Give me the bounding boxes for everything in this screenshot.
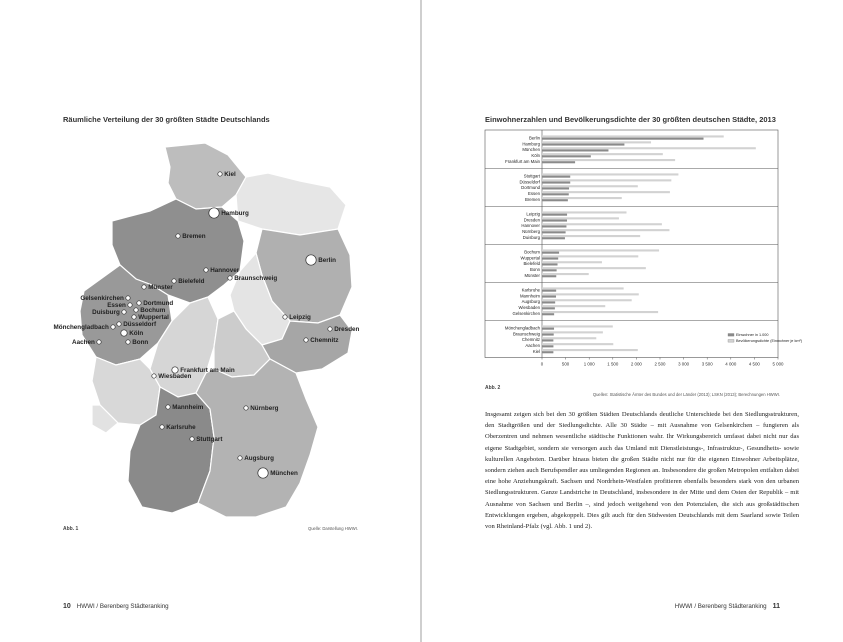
city-label-duisburg: Duisburg bbox=[92, 309, 120, 317]
bar-population-hamburg bbox=[542, 144, 624, 146]
row-label-berlin: Berlin bbox=[529, 135, 540, 141]
bar-density-dortmund bbox=[542, 185, 638, 187]
city-label-muenchen: München bbox=[270, 470, 298, 478]
row-label-koeln: Köln bbox=[531, 153, 540, 159]
city-marker-leipzig bbox=[283, 315, 287, 319]
city-marker-bremen bbox=[176, 234, 180, 238]
city-label-muenster: Münster bbox=[148, 284, 173, 292]
city-marker-wuppertal bbox=[132, 315, 136, 319]
city-label-essen: Essen bbox=[107, 302, 126, 310]
bar-population-karlsruhe bbox=[542, 290, 556, 292]
bar-population-wiesbaden bbox=[542, 307, 555, 309]
row-label-leipzig: Leipzig bbox=[526, 211, 540, 217]
x-tick-label: 3 000 bbox=[678, 361, 690, 367]
x-tick-label: 2 000 bbox=[630, 361, 642, 367]
bar-density-duisburg bbox=[542, 235, 640, 237]
bar-density-chemnitz bbox=[542, 337, 596, 339]
bar-population-mannheim bbox=[542, 296, 556, 298]
city-marker-bochum bbox=[134, 308, 138, 312]
map-source: Quelle: Darstellung HWWI. bbox=[307, 526, 358, 531]
bar-population-bremen bbox=[542, 199, 568, 201]
bar-density-bielefeld bbox=[542, 261, 602, 263]
city-marker-kiel bbox=[218, 172, 222, 176]
row-label-gelsenkirchen: Gelsenkirchen bbox=[512, 311, 540, 316]
city-label-bochum: Bochum bbox=[140, 307, 166, 315]
bar-population-dresden bbox=[542, 220, 567, 222]
map-figure-number: Abb. 1 bbox=[63, 526, 79, 532]
city-label-dresden: Dresden bbox=[334, 326, 360, 334]
bar-population-augsburg bbox=[542, 301, 555, 303]
bar-population-bielefeld bbox=[542, 263, 558, 265]
row-label-chemnitz: Chemnitz bbox=[521, 337, 540, 343]
bar-population-gelsenkirchen bbox=[542, 313, 554, 315]
city-label-moenchengladbach: Mönchengladbach bbox=[53, 324, 109, 332]
city-label-bonn: Bonn bbox=[132, 339, 149, 347]
chart-source: Quellen: Statistische Ämter des Bundes und der Länder (2013); LSKN (2013); Berechnungen HWWI. bbox=[592, 392, 780, 397]
row-label-dresden: Dresden bbox=[523, 217, 540, 223]
city-label-karlsruhe: Karlsruhe bbox=[166, 424, 196, 432]
row-label-dortmund: Dortmund bbox=[521, 185, 540, 191]
bar-density-nuernberg bbox=[542, 229, 669, 231]
city-marker-koeln bbox=[121, 330, 127, 336]
city-marker-berlin bbox=[306, 255, 316, 265]
left-footer bbox=[63, 603, 169, 610]
bar-density-stuttgart bbox=[542, 173, 678, 175]
x-tick-label: 4 000 bbox=[725, 361, 737, 367]
row-label-hamburg: Hamburg bbox=[522, 141, 540, 147]
row-label-duesseldorf: Düsseldorf bbox=[519, 179, 540, 185]
city-marker-augsburg bbox=[238, 456, 242, 460]
x-tick-label: 4 500 bbox=[748, 361, 760, 367]
row-label-aachen: Aachen bbox=[525, 343, 540, 349]
bar-density-moenchengladbach bbox=[542, 325, 613, 327]
bar-population-wuppertal bbox=[542, 258, 558, 260]
bar-density-bonn bbox=[542, 267, 646, 269]
x-tick-label: 500 bbox=[561, 361, 570, 367]
city-label-hamburg: Hamburg bbox=[221, 210, 249, 218]
bar-population-duisburg bbox=[542, 237, 565, 239]
bar-density-wuppertal bbox=[542, 255, 638, 257]
bar-population-duesseldorf bbox=[542, 182, 570, 184]
bar-density-braunschweig bbox=[542, 331, 603, 333]
bar-density-wiesbaden bbox=[542, 305, 605, 307]
city-label-augsburg: Augsburg bbox=[244, 455, 274, 463]
city-label-bremen: Bremen bbox=[182, 233, 206, 241]
bar-density-mannheim bbox=[542, 293, 639, 295]
x-tick-label: 3 500 bbox=[701, 361, 713, 367]
chart-figure-number: Abb. 2 bbox=[485, 385, 501, 391]
city-marker-gelsenkirchen bbox=[126, 296, 130, 300]
row-label-augsburg: Augsburg bbox=[521, 299, 540, 305]
city-label-stuttgart: Stuttgart bbox=[196, 436, 223, 444]
city-marker-dortmund bbox=[137, 301, 141, 305]
bar-density-kiel bbox=[542, 349, 638, 351]
left-page bbox=[0, 0, 421, 642]
bar-population-leipzig bbox=[542, 214, 567, 216]
city-marker-chemnitz bbox=[304, 338, 308, 342]
map-figure-title: Räumliche Verteilung der 30 größten Städte Deutschlands bbox=[63, 115, 270, 124]
bar-population-hannover bbox=[542, 225, 566, 227]
bar-population-muenchen bbox=[542, 149, 608, 151]
city-marker-duisburg bbox=[122, 310, 126, 314]
bar-population-chemnitz bbox=[542, 339, 553, 341]
city-label-wuppertal: Wuppertal bbox=[138, 314, 169, 322]
population-bar-chart bbox=[422, 128, 843, 398]
row-label-mannheim: Mannheim bbox=[519, 293, 540, 299]
city-label-frankfurt-am-main: Frankfurt am Main bbox=[180, 367, 235, 375]
row-label-muenster: Münster bbox=[524, 273, 540, 278]
bar-population-bochum bbox=[542, 252, 559, 254]
right-page-number: 11 bbox=[772, 603, 780, 610]
bar-population-stuttgart bbox=[542, 176, 570, 178]
city-label-dortmund: Dortmund bbox=[143, 300, 174, 308]
row-label-bonn: Bonn bbox=[529, 267, 540, 273]
left-page-number: 10 bbox=[63, 603, 71, 610]
city-label-berlin: Berlin bbox=[318, 257, 337, 265]
bar-population-muenster bbox=[542, 275, 556, 277]
city-label-aachen: Aachen bbox=[72, 339, 95, 347]
row-label-bielefeld: Bielefeld bbox=[523, 261, 540, 267]
left-footer-text: HWWI / Berenberg Städteranking bbox=[76, 603, 169, 610]
city-label-gelsenkirchen: Gelsenkirchen bbox=[80, 295, 124, 303]
bar-density-augsburg bbox=[542, 299, 632, 301]
city-marker-braunschweig bbox=[228, 276, 232, 280]
legend-swatch-2 bbox=[728, 340, 734, 343]
row-label-frankfurt-am-main: Frankfurt am Main bbox=[505, 159, 540, 164]
bar-density-hannover bbox=[542, 223, 662, 225]
bar-population-kiel bbox=[542, 351, 553, 353]
bar-density-frankfurt-am-main bbox=[542, 159, 675, 161]
bar-density-koeln bbox=[542, 153, 663, 155]
city-marker-stuttgart bbox=[190, 437, 194, 441]
city-label-braunschweig: Braunschweig bbox=[234, 275, 278, 283]
city-marker-aachen bbox=[97, 340, 101, 344]
bar-population-bonn bbox=[542, 269, 557, 271]
city-marker-essen bbox=[128, 303, 132, 307]
bar-density-bochum bbox=[542, 249, 659, 251]
row-label-stuttgart: Stuttgart bbox=[523, 173, 540, 179]
city-label-duesseldorf: Düsseldorf bbox=[123, 321, 157, 329]
bar-population-nuernberg bbox=[542, 231, 566, 233]
body-paragraph bbox=[485, 409, 799, 532]
city-marker-mannheim bbox=[166, 405, 170, 409]
row-label-braunschweig: Braunschweig bbox=[513, 331, 540, 337]
city-label-wiesbaden: Wiesbaden bbox=[158, 373, 192, 381]
x-tick-label: 2 500 bbox=[654, 361, 666, 367]
city-marker-bielefeld bbox=[172, 279, 176, 283]
city-label-bielefeld: Bielefeld bbox=[178, 278, 205, 286]
city-label-koeln: Köln bbox=[129, 330, 144, 338]
bar-population-berlin bbox=[542, 138, 704, 140]
city-marker-duesseldorf bbox=[117, 322, 121, 326]
bar-density-essen bbox=[542, 191, 670, 193]
city-marker-hannover bbox=[204, 268, 208, 272]
city-marker-muenster bbox=[142, 285, 146, 289]
bar-population-frankfurt-am-main bbox=[542, 161, 575, 163]
row-label-moenchengladbach: Mönchengladbach bbox=[504, 325, 540, 331]
bar-density-leipzig bbox=[542, 211, 626, 213]
x-tick-label: 5 000 bbox=[772, 361, 784, 367]
bar-density-muenster bbox=[542, 273, 589, 275]
right-page bbox=[422, 0, 843, 642]
row-label-nuernberg: Nürnberg bbox=[522, 229, 540, 235]
bar-population-koeln bbox=[542, 155, 591, 157]
row-label-essen: Essen bbox=[528, 191, 540, 197]
chart-frame bbox=[485, 130, 778, 358]
legend-swatch-1 bbox=[728, 334, 734, 337]
city-label-nuernberg: Nürnberg bbox=[250, 405, 279, 413]
bar-density-duesseldorf bbox=[542, 179, 671, 181]
bar-density-hamburg bbox=[542, 141, 651, 143]
row-label-wuppertal: Wuppertal bbox=[520, 255, 540, 261]
bar-density-dresden bbox=[542, 217, 619, 219]
bar-population-aachen bbox=[542, 345, 553, 347]
row-label-duisburg: Duisburg bbox=[522, 235, 540, 240]
city-marker-hamburg bbox=[209, 208, 219, 218]
city-marker-muenchen bbox=[258, 468, 268, 478]
bar-population-moenchengladbach bbox=[542, 328, 554, 330]
row-label-hannover: Hannover bbox=[521, 223, 540, 229]
city-marker-nuernberg bbox=[244, 406, 248, 410]
row-label-bochum: Bochum bbox=[524, 249, 540, 255]
bar-density-berlin bbox=[542, 135, 724, 137]
bar-density-karlsruhe bbox=[542, 287, 624, 289]
bar-population-essen bbox=[542, 193, 569, 195]
x-tick-label: 1 000 bbox=[583, 361, 595, 367]
city-label-chemnitz: Chemnitz bbox=[310, 337, 339, 345]
region-mecklenburg bbox=[236, 173, 346, 235]
city-marker-bonn bbox=[126, 340, 130, 344]
legend-label-1: Einwohner in 1.000 bbox=[736, 333, 769, 338]
map-regions bbox=[80, 143, 352, 517]
row-label-bremen: Bremen bbox=[524, 197, 540, 202]
row-label-wiesbaden: Wiesbaden bbox=[518, 305, 540, 311]
city-label-hannover: Hannover bbox=[210, 267, 240, 275]
bar-density-bremen bbox=[542, 197, 622, 199]
city-label-kiel: Kiel bbox=[224, 171, 236, 179]
city-label-mannheim: Mannheim bbox=[172, 404, 204, 412]
city-marker-karlsruhe bbox=[160, 425, 164, 429]
bar-density-gelsenkirchen bbox=[542, 311, 658, 313]
bar-density-muenchen bbox=[542, 147, 756, 149]
legend-label-2: Bevölkerungsdichte (Einwohner je km²) bbox=[736, 339, 803, 344]
city-marker-moenchengladbach bbox=[111, 325, 115, 329]
x-tick-label: 1 500 bbox=[607, 361, 619, 367]
paragraph-text: Insgesamt zeigen sich bei den 30 größten Städten Deutschlands deutliche Unterschiede bei den Siedlungsstrukturen, den Stadtgrößen und der Siedlungsdichte. Alle 30 Städte – mit Ausnahme von Gelsenkirchen – fungieren als Oberzentren und nehmen wesentliche städtische Funktionen wahr. Ihr Wirkungsbereich umfasst dabei nicht nur das eigene Stadtgebiet, sondern sie versorgen auch das Umland mit Dienstleistungs-, Infrastruktur-, Gesundheits- sowie kulturellen Angeboten. Darüber hinaus bieten die großen Städte nicht nur für die eigenen Einwohner Arbeitsplätze, sondern ziehen auch Berufspendler aus umliegenden Regionen an. Insbesondere die großen Metropolen entfalten dabei eine hohe Anziehungskraft. Sachsen und Nordrhein-Westfalen profitieren ebenfalls besonders stark von den urbanen Siedlungsstrukturen. Ganze Landstriche in Deutschland, insbesondere in der Mitte und dem Osten der Republik – mit Ausnahme von Sachsen und Berlin –, sind jedoch weitgehend von den Potenzialen, die sich aus großstädtischen Entwicklungen ergeben, abgekoppelt. Dies gilt auch für den Südwesten Deutschlands mit dem Saarland sowie Teilen von Rheinland-Pfalz (vgl. Abb. 1 und 2). bbox=[485, 411, 799, 531]
row-label-karlsruhe: Karlsruhe bbox=[521, 287, 540, 293]
city-marker-wiesbaden bbox=[152, 374, 156, 378]
germany-map bbox=[0, 125, 421, 545]
bar-density-aachen bbox=[542, 343, 613, 345]
city-marker-dresden bbox=[328, 327, 332, 331]
row-label-muenchen: München bbox=[522, 147, 540, 153]
bar-population-braunschweig bbox=[542, 334, 554, 336]
chart-figure-title: Einwohnerzahlen und Bevölkerungsdichte der 30 größten deutschen Städte, 2013 bbox=[485, 115, 776, 124]
row-label-kiel: Kiel bbox=[532, 349, 540, 354]
city-label-leipzig: Leipzig bbox=[289, 314, 311, 322]
x-tick-label: 0 bbox=[540, 361, 544, 367]
right-footer-text: HWWI / Berenberg Städteranking bbox=[674, 603, 767, 610]
right-footer bbox=[675, 603, 780, 610]
bar-population-dortmund bbox=[542, 187, 569, 189]
